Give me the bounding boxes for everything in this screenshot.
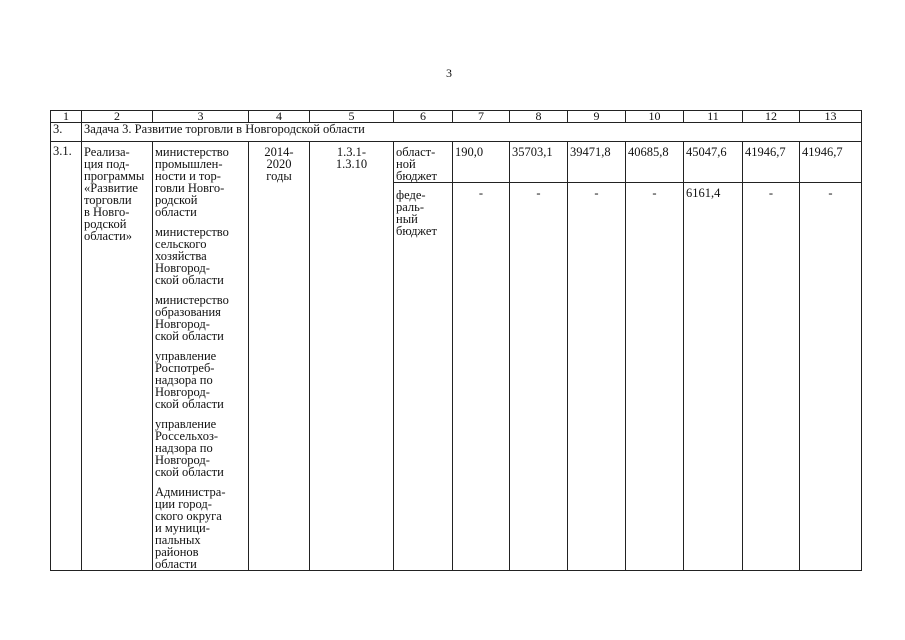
federal-value: - — [453, 183, 510, 571]
target-indicators — [310, 142, 394, 571]
col-header: 8 — [510, 111, 568, 123]
col-header: 12 — [743, 111, 800, 123]
executors-cell — [153, 142, 249, 571]
col-header: 7 — [453, 111, 510, 123]
regional-value: 39471,8 — [568, 142, 626, 183]
measure-description-text: Реализа- ция под- программы «Развитие торговли в Новго- родской области» — [84, 145, 145, 243]
measure-number: 3.1. — [51, 142, 82, 571]
funding-source-federal — [394, 183, 453, 571]
col-header: 4 — [249, 111, 310, 123]
federal-value: - — [626, 183, 684, 571]
col-header: 9 — [568, 111, 626, 123]
program-table — [50, 110, 862, 571]
task-number: 3. — [51, 123, 82, 142]
implementation-period — [249, 142, 310, 571]
federal-value: - — [568, 183, 626, 571]
regional-value: 41946,7 — [743, 142, 800, 183]
executor: министерство образования Новгород- ской области — [155, 293, 229, 343]
funding-source-regional — [394, 142, 453, 183]
funding-source-regional-text: област- ной бюджет — [396, 145, 437, 183]
measure-description — [82, 142, 153, 571]
task-row — [51, 123, 862, 142]
measure-row-regional — [51, 142, 862, 183]
column-number-row — [51, 111, 862, 123]
implementation-period-text: 2014- 2020 годы — [264, 145, 294, 183]
col-header: 1 — [51, 111, 82, 123]
page-number: 3 — [446, 66, 452, 80]
executor: министерство сельского хозяйства Новгород- ской области — [155, 225, 229, 287]
task-title: Задача 3. Развитие торговли в Новгородской области — [82, 123, 862, 142]
federal-value: - — [800, 183, 862, 571]
executor: управление Россельхоз- надзора по Новгород- ской области — [155, 417, 224, 479]
col-header: 5 — [310, 111, 394, 123]
regional-value: 41946,7 — [800, 142, 862, 183]
col-header: 6 — [394, 111, 453, 123]
executor: управление Роспотреб- надзора по Новгород- ской области — [155, 349, 224, 411]
funding-source-federal-text: феде- раль- ный бюджет — [396, 188, 437, 239]
col-header: 13 — [800, 111, 862, 123]
regional-value: 45047,6 — [684, 142, 743, 183]
regional-value: 35703,1 — [510, 142, 568, 183]
executor: Администра- ции город- ского округа и муници- пальных районов области — [155, 485, 226, 571]
federal-value: - — [743, 183, 800, 571]
col-header: 11 — [684, 111, 743, 123]
col-header: 10 — [626, 111, 684, 123]
regional-value: 40685,8 — [626, 142, 684, 183]
federal-value: 6161,4 — [684, 183, 743, 571]
target-indicators-text: 1.3.1- 1.3.10 — [335, 145, 368, 171]
federal-value: - — [510, 183, 568, 571]
executor: министерство промышлен- ности и тор- говли Новго- родской области — [155, 145, 229, 219]
col-header: 2 — [82, 111, 153, 123]
regional-value: 190,0 — [453, 142, 510, 183]
col-header: 3 — [153, 111, 249, 123]
